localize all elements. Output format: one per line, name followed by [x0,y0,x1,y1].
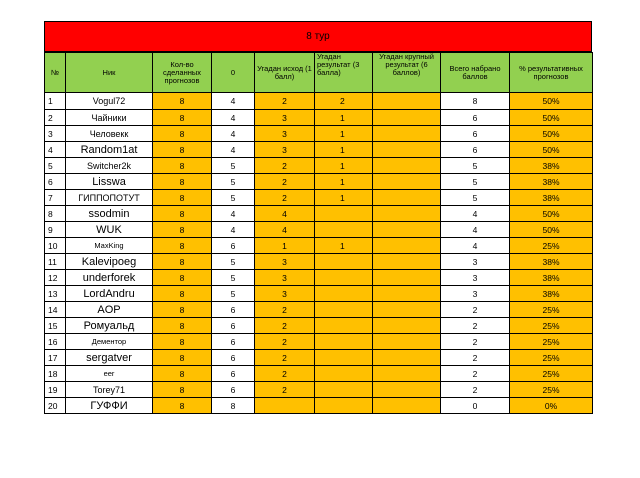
predictions-made-cell: 8 [153,93,212,110]
zero-points-cell: 6 [212,382,255,398]
header-made: Кол-во сделанных прогнозов [153,53,212,93]
row-number-cell: 17 [45,350,66,366]
outcome-guessed-cell: 2 [255,366,315,382]
big-result-guessed-cell [373,158,441,174]
row-number-cell: 5 [45,158,66,174]
big-result-guessed-cell [373,206,441,222]
nickname-cell: Lisswa [66,174,153,190]
big-result-guessed-cell [373,142,441,158]
outcome-guessed-cell: 2 [255,350,315,366]
total-points-cell: 5 [441,158,510,174]
table-row [45,206,593,222]
total-points-cell: 6 [441,110,510,126]
nickname-cell: Switcher2k [66,158,153,174]
result-guessed-cell [315,398,373,414]
big-result-guessed-cell [373,126,441,142]
total-points-cell: 6 [441,126,510,142]
row-number-cell: 10 [45,238,66,254]
table-row [45,254,593,270]
predictions-made-cell: 8 [153,222,212,238]
nickname-cell: sergatver [66,350,153,366]
zero-points-cell: 5 [212,190,255,206]
zero-points-cell: 4 [212,126,255,142]
predictions-made-cell: 8 [153,110,212,126]
nickname-cell: Vogul72 [66,93,153,110]
outcome-guessed-cell: 3 [255,270,315,286]
big-result-guessed-cell [373,254,441,270]
results-table [44,52,593,414]
total-points-cell: 5 [441,190,510,206]
zero-points-cell: 6 [212,334,255,350]
round-title: 8 тур [44,21,592,52]
success-percent-cell: 0% [510,398,593,414]
table-row [45,270,593,286]
header-zero: 0 [212,53,255,93]
results-sheet [44,21,592,414]
predictions-made-cell: 8 [153,174,212,190]
table-row [45,366,593,382]
nickname-cell: AOP [66,302,153,318]
result-guessed-cell [315,334,373,350]
success-percent-cell: 38% [510,158,593,174]
total-points-cell: 4 [441,222,510,238]
zero-points-cell: 5 [212,174,255,190]
nickname-cell: Чайники [66,110,153,126]
outcome-guessed-cell: 4 [255,222,315,238]
nickname-cell: ssodmin [66,206,153,222]
nickname-cell: eer [66,366,153,382]
table-row [45,382,593,398]
result-guessed-cell [315,350,373,366]
total-points-cell: 2 [441,366,510,382]
nickname-cell: Random1at [66,142,153,158]
zero-points-cell: 4 [212,110,255,126]
predictions-made-cell: 8 [153,158,212,174]
zero-points-cell: 5 [212,286,255,302]
big-result-guessed-cell [373,110,441,126]
nickname-cell: Человекк [66,126,153,142]
big-result-guessed-cell [373,382,441,398]
outcome-guessed-cell [255,398,315,414]
big-result-guessed-cell [373,222,441,238]
result-guessed-cell: 2 [315,93,373,110]
header-pct: % результативных прогнозов [510,53,593,93]
zero-points-cell: 8 [212,398,255,414]
outcome-guessed-cell: 3 [255,142,315,158]
zero-points-cell: 4 [212,93,255,110]
total-points-cell: 2 [441,334,510,350]
zero-points-cell: 4 [212,222,255,238]
big-result-guessed-cell [373,174,441,190]
success-percent-cell: 25% [510,366,593,382]
outcome-guessed-cell: 1 [255,238,315,254]
row-number-cell: 4 [45,142,66,158]
success-percent-cell: 50% [510,93,593,110]
result-guessed-cell [315,222,373,238]
zero-points-cell: 6 [212,366,255,382]
row-number-cell: 3 [45,126,66,142]
result-guessed-cell [315,302,373,318]
total-points-cell: 3 [441,254,510,270]
total-points-cell: 4 [441,206,510,222]
total-points-cell: 2 [441,350,510,366]
total-points-cell: 6 [441,142,510,158]
total-points-cell: 3 [441,286,510,302]
outcome-guessed-cell: 2 [255,382,315,398]
success-percent-cell: 25% [510,302,593,318]
success-percent-cell: 38% [510,174,593,190]
predictions-made-cell: 8 [153,350,212,366]
success-percent-cell: 25% [510,382,593,398]
table-row [45,286,593,302]
predictions-made-cell: 8 [153,254,212,270]
predictions-made-cell: 8 [153,270,212,286]
predictions-made-cell: 8 [153,238,212,254]
result-guessed-cell [315,382,373,398]
result-guessed-cell: 1 [315,238,373,254]
success-percent-cell: 50% [510,126,593,142]
total-points-cell: 2 [441,302,510,318]
predictions-made-cell: 8 [153,206,212,222]
row-number-cell: 1 [45,93,66,110]
outcome-guessed-cell: 2 [255,302,315,318]
result-guessed-cell: 1 [315,126,373,142]
outcome-guessed-cell: 2 [255,318,315,334]
predictions-made-cell: 8 [153,318,212,334]
zero-points-cell: 5 [212,270,255,286]
big-result-guessed-cell [373,270,441,286]
nickname-cell: ГИППОПОТУТ [66,190,153,206]
row-number-cell: 8 [45,206,66,222]
table-row [45,126,593,142]
table-row [45,302,593,318]
row-number-cell: 19 [45,382,66,398]
zero-points-cell: 6 [212,238,255,254]
big-result-guessed-cell [373,350,441,366]
big-result-guessed-cell [373,366,441,382]
success-percent-cell: 50% [510,110,593,126]
header-row [45,53,593,93]
table-row [45,110,593,126]
table-row [45,158,593,174]
big-result-guessed-cell [373,318,441,334]
predictions-made-cell: 8 [153,398,212,414]
result-guessed-cell: 1 [315,110,373,126]
row-number-cell: 18 [45,366,66,382]
row-number-cell: 11 [45,254,66,270]
row-number-cell: 13 [45,286,66,302]
table-row [45,93,593,110]
table-row [45,350,593,366]
total-points-cell: 4 [441,238,510,254]
big-result-guessed-cell [373,93,441,110]
table-row [45,174,593,190]
outcome-guessed-cell: 3 [255,286,315,302]
zero-points-cell: 5 [212,254,255,270]
predictions-made-cell: 8 [153,126,212,142]
table-row [45,398,593,414]
nickname-cell: WUK [66,222,153,238]
predictions-made-cell: 8 [153,382,212,398]
result-guessed-cell: 1 [315,190,373,206]
zero-points-cell: 6 [212,318,255,334]
outcome-guessed-cell: 3 [255,110,315,126]
zero-points-cell: 6 [212,302,255,318]
total-points-cell: 8 [441,93,510,110]
zero-points-cell: 4 [212,142,255,158]
result-guessed-cell [315,286,373,302]
nickname-cell: MaxKing [66,238,153,254]
table-row [45,190,593,206]
result-guessed-cell: 1 [315,158,373,174]
row-number-cell: 9 [45,222,66,238]
outcome-guessed-cell: 2 [255,190,315,206]
zero-points-cell: 6 [212,350,255,366]
nickname-cell: Kalevipoeg [66,254,153,270]
row-number-cell: 20 [45,398,66,414]
big-result-guessed-cell [373,238,441,254]
predictions-made-cell: 8 [153,286,212,302]
row-number-cell: 14 [45,302,66,318]
nickname-cell: LordAndru [66,286,153,302]
row-number-cell: 6 [45,174,66,190]
success-percent-cell: 25% [510,350,593,366]
row-number-cell: 15 [45,318,66,334]
success-percent-cell: 38% [510,254,593,270]
success-percent-cell: 38% [510,286,593,302]
big-result-guessed-cell [373,286,441,302]
success-percent-cell: 38% [510,270,593,286]
success-percent-cell: 25% [510,238,593,254]
row-number-cell: 2 [45,110,66,126]
total-points-cell: 2 [441,382,510,398]
result-guessed-cell [315,270,373,286]
header-num: № [45,53,66,93]
big-result-guessed-cell [373,302,441,318]
nickname-cell: ГУФФИ [66,398,153,414]
result-guessed-cell [315,366,373,382]
result-guessed-cell: 1 [315,174,373,190]
outcome-guessed-cell: 2 [255,93,315,110]
outcome-guessed-cell: 3 [255,254,315,270]
predictions-made-cell: 8 [153,190,212,206]
outcome-guessed-cell: 4 [255,206,315,222]
outcome-guessed-cell: 2 [255,174,315,190]
result-guessed-cell [315,206,373,222]
row-number-cell: 7 [45,190,66,206]
outcome-guessed-cell: 2 [255,158,315,174]
success-percent-cell: 50% [510,222,593,238]
predictions-made-cell: 8 [153,142,212,158]
total-points-cell: 3 [441,270,510,286]
table-row [45,318,593,334]
header-total: Всего набрано баллов [441,53,510,93]
total-points-cell: 5 [441,174,510,190]
nickname-cell: underforek [66,270,153,286]
zero-points-cell: 5 [212,158,255,174]
result-guessed-cell [315,254,373,270]
big-result-guessed-cell [373,190,441,206]
header-outcome: Угадан исход (1 балл) [255,53,315,93]
table-row [45,238,593,254]
header-result: Угадан результат (3 балла) [315,53,373,93]
row-number-cell: 12 [45,270,66,286]
predictions-made-cell: 8 [153,302,212,318]
outcome-guessed-cell: 3 [255,126,315,142]
success-percent-cell: 50% [510,206,593,222]
header-nick: Ник [66,53,153,93]
total-points-cell: 2 [441,318,510,334]
zero-points-cell: 4 [212,206,255,222]
success-percent-cell: 38% [510,190,593,206]
big-result-guessed-cell [373,334,441,350]
nickname-cell: Torey71 [66,382,153,398]
table-row [45,142,593,158]
outcome-guessed-cell: 2 [255,334,315,350]
nickname-cell: Ромуальд [66,318,153,334]
result-guessed-cell [315,318,373,334]
header-big-result: Угадан крупный результат (6 баллов) [373,53,441,93]
predictions-made-cell: 8 [153,334,212,350]
nickname-cell: Дементор [66,334,153,350]
total-points-cell: 0 [441,398,510,414]
big-result-guessed-cell [373,398,441,414]
predictions-made-cell: 8 [153,366,212,382]
table-row [45,222,593,238]
success-percent-cell: 25% [510,318,593,334]
table-row [45,334,593,350]
result-guessed-cell: 1 [315,142,373,158]
success-percent-cell: 50% [510,142,593,158]
row-number-cell: 16 [45,334,66,350]
success-percent-cell: 25% [510,334,593,350]
